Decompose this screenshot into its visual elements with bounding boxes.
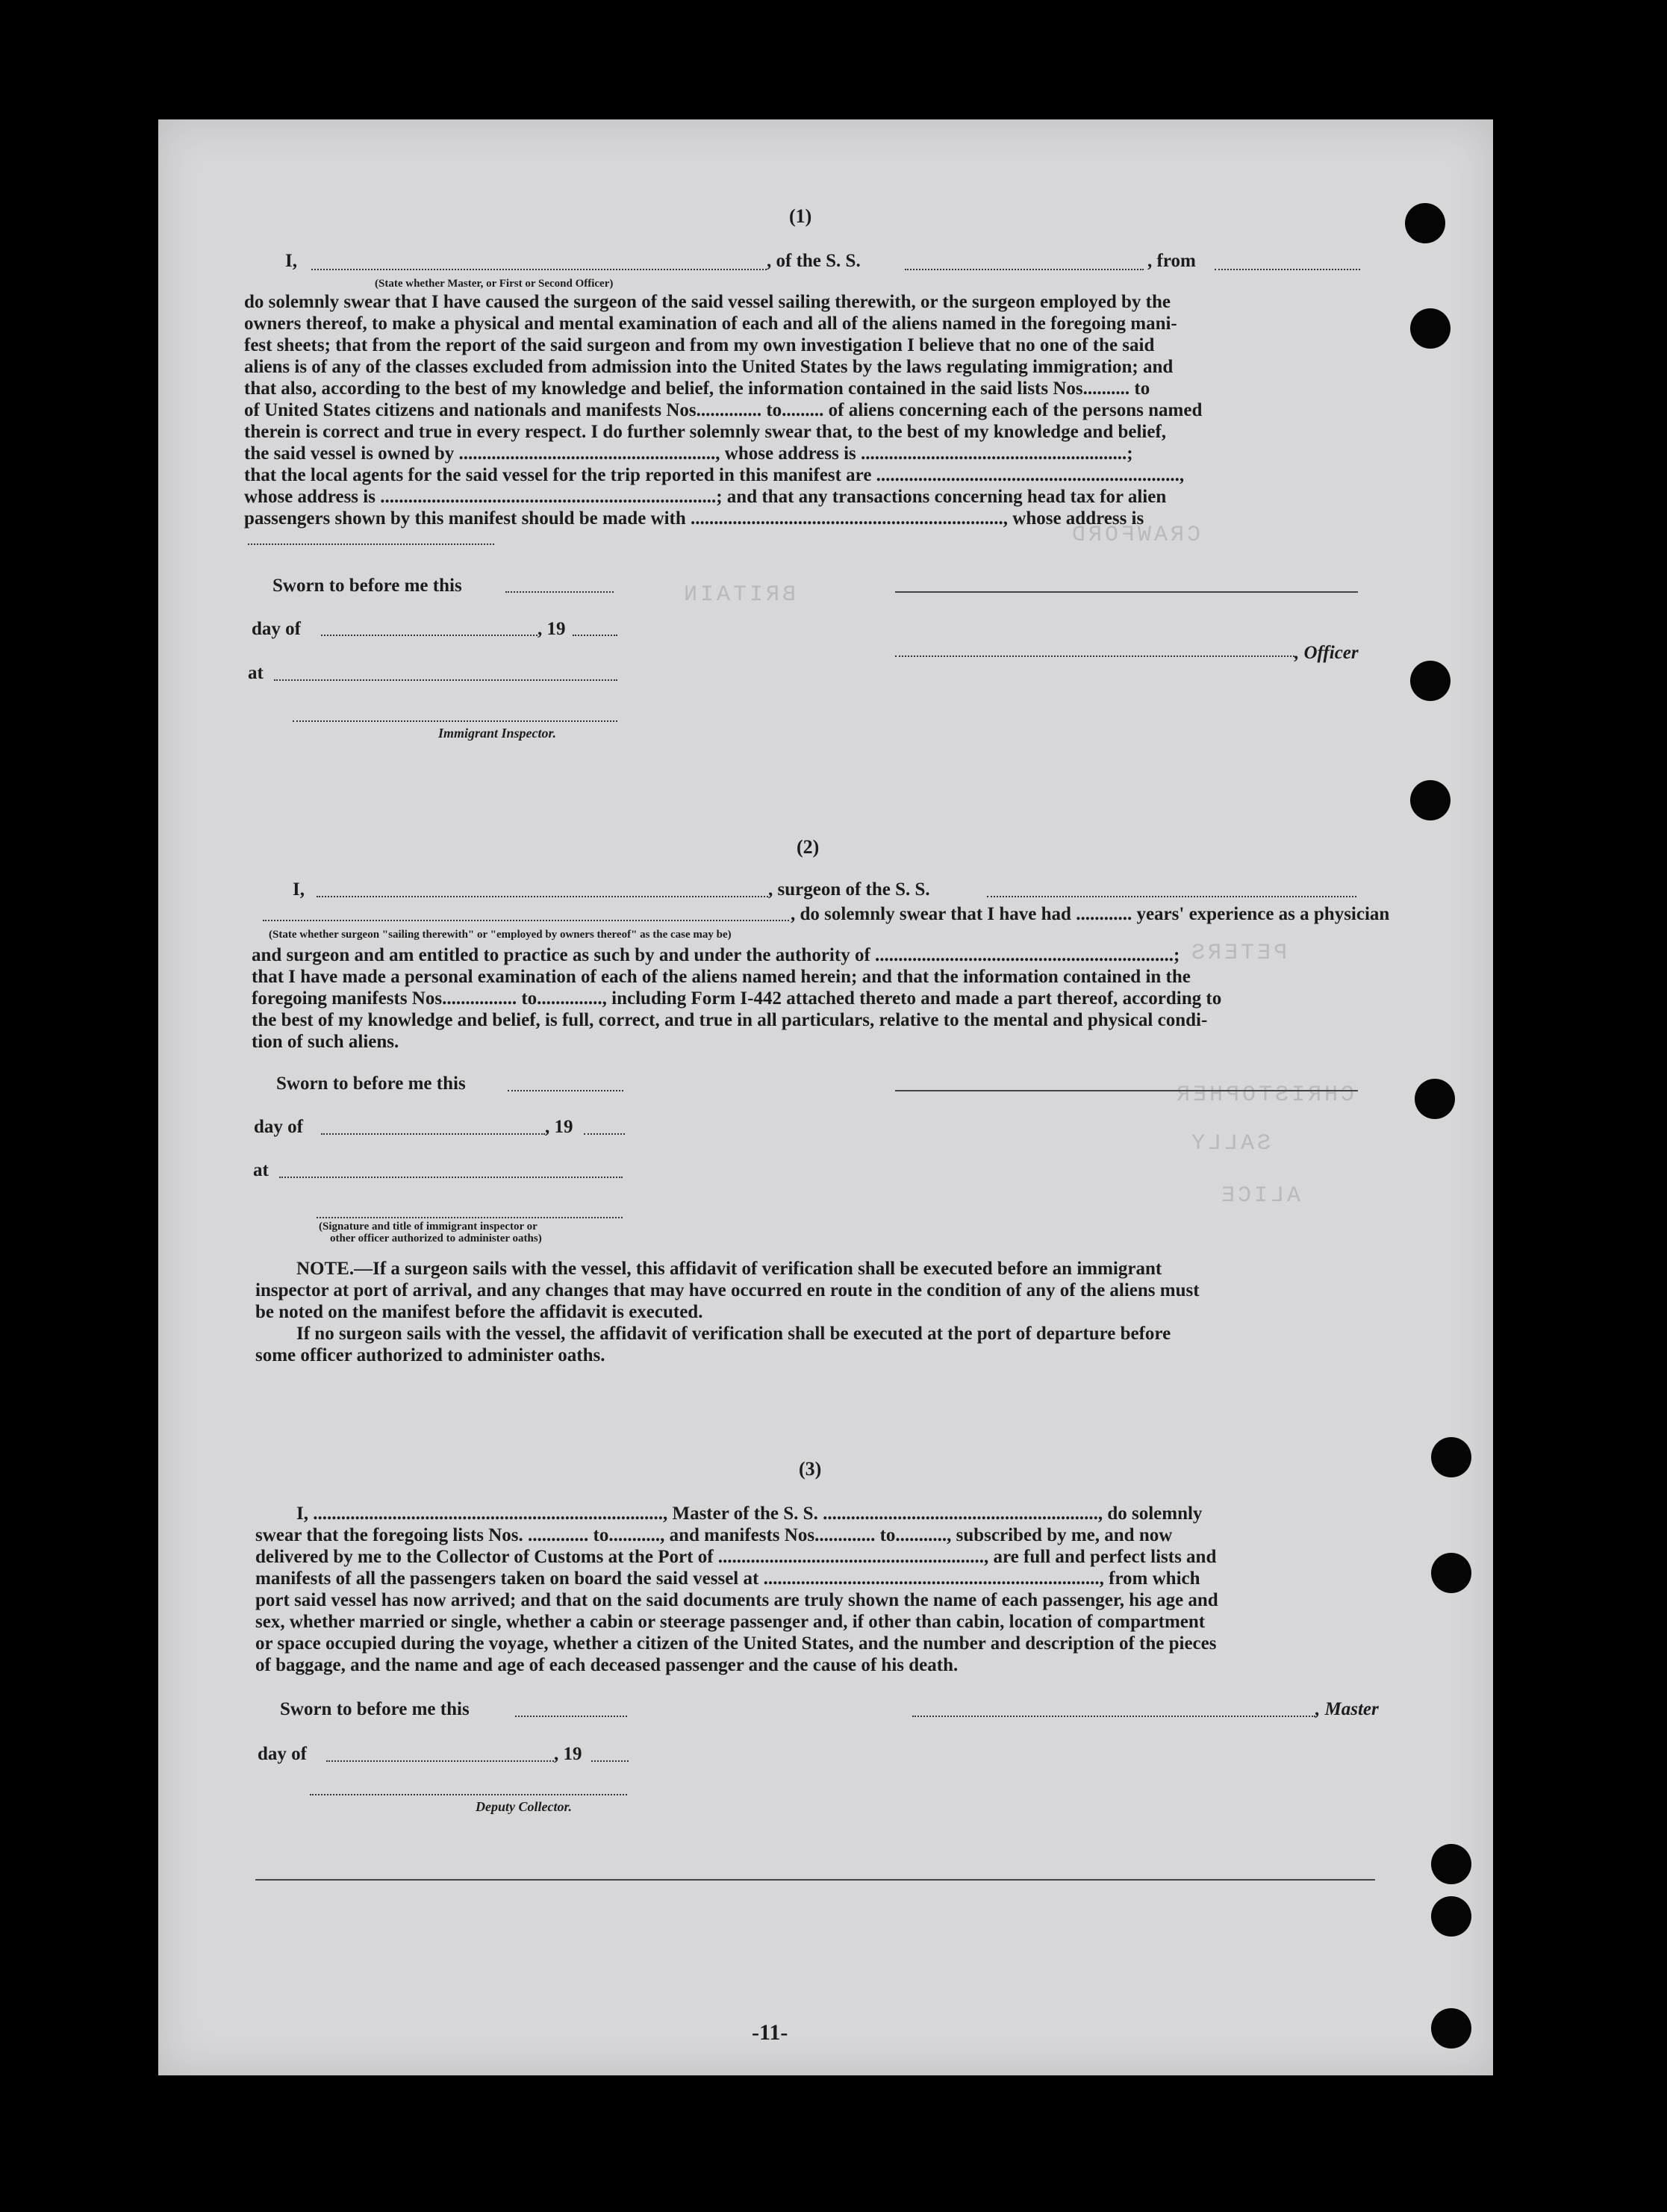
ghost-text: ALICE <box>1218 1183 1301 1209</box>
section-1-from: , from <box>1147 251 1196 271</box>
section-3-paragraph <box>255 1503 1356 1676</box>
inspector-label: Immigrant Inspector. <box>438 726 557 741</box>
manifest-page <box>158 119 1493 2075</box>
section-1-i: I, <box>285 251 297 271</box>
punch-hole <box>1410 308 1451 349</box>
para-line: that the local agents for the said vessel for the trip reported in this manifest are ................................................................., <box>244 465 1185 485</box>
para-line: and surgeon and am entitled to practice as such by and under the authority of ................................................................; <box>252 945 1180 965</box>
officer-signature-line-2 <box>895 655 1294 657</box>
surgeon-name-line <box>317 896 768 897</box>
ghost-text: CRAWFORD <box>1069 523 1201 548</box>
surgeon-type-line <box>263 920 789 921</box>
para-line: the best of my knowledge and belief, is full, correct, and true in all particulars, relative to the mental and physical condi- <box>252 1010 1208 1030</box>
para-line: delivered by me to the Collector of Customs at the Port of ........................................................., are full and perfect lists and <box>255 1547 1217 1567</box>
master-label: , Master <box>1315 1699 1379 1719</box>
year-line <box>573 635 617 636</box>
section-1-year: , 19 <box>538 619 566 639</box>
punch-hole <box>1410 661 1451 701</box>
note-line: inspector at port of arrival, and any changes that may have occurred en route in the condition of any of the aliens must <box>255 1280 1200 1300</box>
section-2-paragraph <box>252 944 1356 1053</box>
para-line: the said vessel is owned by ......................................................., whose address is .........................................................; <box>244 443 1133 464</box>
para-line: aliens is of any of the classes excluded from admission into the United States by the laws regulating immigration; and <box>244 357 1174 377</box>
year-line-2 <box>584 1133 625 1135</box>
day-of-line-2 <box>321 1133 545 1135</box>
ghost-text: BRITAIN <box>681 582 797 608</box>
at-line <box>274 679 617 681</box>
section-2-year: , 19 <box>545 1117 573 1137</box>
para-line: do solemnly swear that I have caused the surgeon of the said vessel sailing therewith, or the surgeon employed by the <box>244 292 1171 312</box>
master-name-line <box>311 269 767 270</box>
sworn-date-line <box>505 591 614 593</box>
inspector-signature-line-2 <box>317 1217 623 1218</box>
officer-label: , Officer <box>1294 643 1359 663</box>
para-line: foregoing manifests Nos................ to.............., including Form I-442 attached thereto and made a part thereof, according to <box>252 988 1222 1009</box>
note-paragraph <box>255 1258 1356 1366</box>
para-line: port said vessel has now arrived; and that on the said documents are truly shown the name of each passenger, his age and <box>255 1590 1218 1610</box>
para-line: sex, whether married or single, whether a cabin or steerage passenger and, if other than cabin, location of compartment <box>255 1612 1206 1632</box>
punch-hole <box>1431 1844 1471 1884</box>
para-line: tion of such aliens. <box>252 1032 399 1052</box>
section-3-year: , 19 <box>554 1744 582 1764</box>
sworn-date-line-3 <box>515 1716 627 1717</box>
punch-hole <box>1405 203 1445 243</box>
para-line: that I have made a personal examination of each of the aliens named herein; and that the information contained in the <box>252 967 1191 987</box>
section-2-number: (2) <box>797 836 820 858</box>
day-of-line <box>321 635 538 636</box>
signature-note-1: (Signature and title of immigrant inspector or <box>319 1221 538 1233</box>
para-line: I, ..........................................................................., Master of the S. S. ..........................................................., do solemnly <box>296 1504 1203 1524</box>
punch-hole <box>1431 1553 1471 1593</box>
page-mark: -11- <box>752 2020 788 2045</box>
punch-hole <box>1431 1896 1471 1937</box>
at-line-2 <box>279 1177 623 1178</box>
signature-note-2: other officer authorized to administer oaths) <box>330 1233 542 1244</box>
surgeon-signature-line <box>895 1090 1358 1091</box>
para-line: of baggage, and the name and age of each deceased passenger and the cause of his death. <box>255 1655 959 1675</box>
punch-hole <box>1431 1437 1471 1477</box>
section-2-i: I, <box>293 879 305 900</box>
vessel-name-line <box>905 269 1144 270</box>
para-line: whose address is ........................................................................; and that any transactions concerning head tax for alien <box>244 487 1167 507</box>
ghost-text: CHRISTOPHER <box>1174 1082 1355 1108</box>
section-2-day-of: day of <box>254 1117 303 1137</box>
day-of-line-3 <box>326 1760 554 1762</box>
deputy-label: Deputy Collector. <box>476 1799 572 1814</box>
para-line: owners thereof, to make a physical and mental examination of each and all of the aliens named in the foregoing mani- <box>244 314 1177 334</box>
section-1-day-of: day of <box>252 619 301 639</box>
officer-signature-line-1 <box>895 591 1358 593</box>
para-line: therein is correct and true in every respect. I do further solemnly swear that, to the best of my knowledge and belief, <box>244 422 1167 442</box>
note-line: be noted on the manifest before the affidavit is executed. <box>255 1302 703 1322</box>
para-line: that also, according to the best of my knowledge and belief, the information contained in the said lists Nos.......... to <box>244 378 1150 399</box>
inspector-signature-line <box>293 720 617 722</box>
surgeon-note: (State whether surgeon "sailing therewith" or "employed by owners thereof" as the case may be) <box>269 929 732 941</box>
ghost-text: PETERS <box>1188 941 1288 966</box>
officer-note: (State whether Master, or First or Second Officer) <box>375 278 614 290</box>
section-3-number: (3) <box>799 1458 822 1480</box>
note-line: If no surgeon sails with the vessel, the affidavit of verification shall be executed at the port of departure before <box>296 1324 1171 1344</box>
punch-hole <box>1415 1079 1455 1119</box>
punch-hole <box>1431 2008 1471 2049</box>
surgeon-vessel-line <box>987 896 1356 897</box>
para-line: swear that the foregoing lists Nos. ............. to..........., and manifests Nos............. to..........., subscribed by me, and now <box>255 1525 1173 1545</box>
note-line: NOTE.—If a surgeon sails with the vessel, this affidavit of verification shall be executed before an immigrant <box>296 1259 1162 1279</box>
para-line: fest sheets; that from the report of the said surgeon and from my own investigation I believe that no one of the said <box>244 335 1155 355</box>
bottom-rule <box>255 1879 1375 1881</box>
year-line-3 <box>591 1760 629 1762</box>
section-3-sworn: Sworn to before me this <box>280 1699 470 1719</box>
master-signature-line <box>912 1716 1315 1717</box>
section-1-number: (1) <box>789 205 812 227</box>
section-2-surgeon-of: , surgeon of the S. S. <box>768 879 930 900</box>
para-line: of United States citizens and nationals and manifests Nos.............. to......... of aliens concerning each of the persons named <box>244 400 1203 420</box>
para-line: manifests of all the passengers taken on board the said vessel at ........................................................................, from which <box>255 1568 1200 1589</box>
section-1-of-ss: , of the S. S. <box>767 251 861 271</box>
section-1-paragraph <box>244 291 1365 529</box>
section-1-sworn: Sworn to before me this <box>272 576 462 596</box>
from-port-line <box>1215 269 1360 270</box>
section-2-line2: , do solemnly swear that I have had ............ years' experience as a physician <box>791 904 1390 924</box>
ghost-text: SALLY <box>1188 1131 1271 1156</box>
section-2-at: at <box>253 1160 269 1180</box>
section-2-sworn: Sworn to before me this <box>276 1074 466 1094</box>
address-continuation-line <box>248 543 494 545</box>
sworn-date-line-2 <box>508 1090 623 1091</box>
section-3-day-of: day of <box>258 1744 307 1764</box>
punch-hole <box>1410 780 1451 820</box>
deputy-signature-line <box>310 1794 627 1795</box>
para-line: or space occupied during the voyage, whether a citizen of the United States, and the number and description of the pieces <box>255 1633 1217 1654</box>
note-line: some officer authorized to administer oaths. <box>255 1345 605 1365</box>
section-1-at: at <box>248 663 264 683</box>
para-line: passengers shown by this manifest should be made with ..................................................................., whose address is <box>244 508 1144 529</box>
